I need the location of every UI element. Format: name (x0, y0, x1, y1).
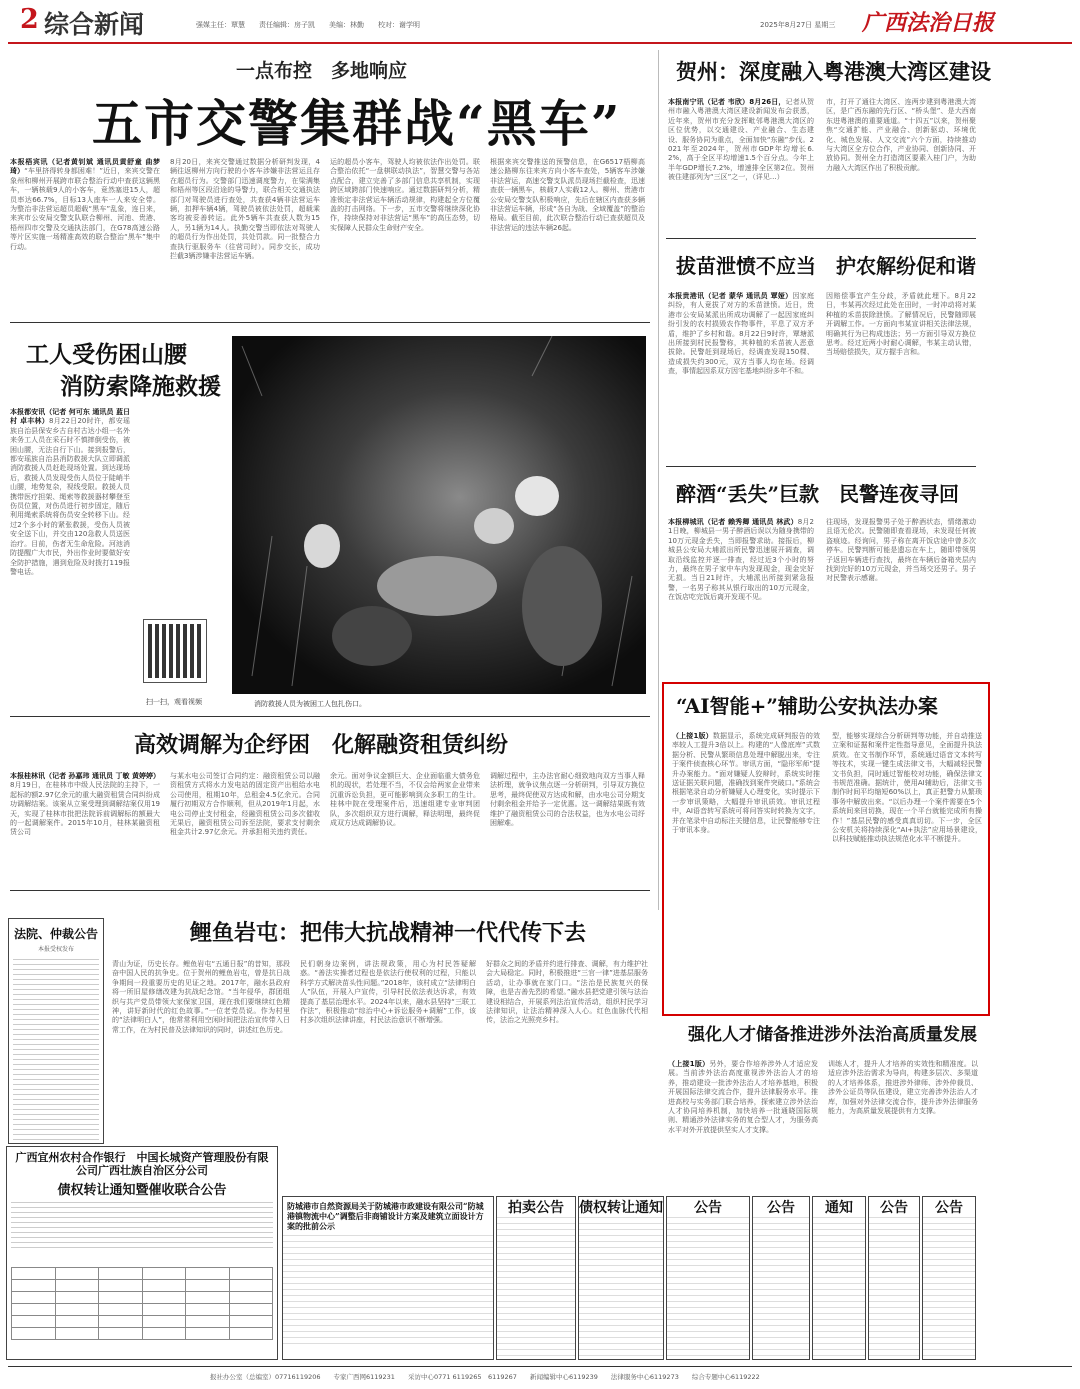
main-headline: 五市交警集群战“黑车” (92, 94, 622, 153)
hezhou-col-1: 本报南宁讯（记者 韦欣）8月26日，记者从贺州市融入粤港澳大湾区建设新闻发布会获悉，近年来，贺州市充分发挥毗邻粤港澳大湾区的区位优势，以交通建设、产业融合、生态建设、服务协同为重点，全面加快“东融”步伐。2021年至2024年，贺州市GDP年均增长6.2%，高于全区平均增速1.5个百分点。今年上半年GDP增长7.2%，增速排全区第2位。贺州被住建部列为“三区”之一，（详见…） (668, 98, 814, 182)
footer-contacts: 报社办公室（总编室）07716119206 专家广西网6119231 采访中心0771 6119265 6119267 新闻编辑中心6119239 法律服务中心6119273 综合专题中心6119222 (210, 1373, 760, 1381)
masthead (0, 0, 1080, 42)
farm-col-1: 本报贵港讯（记者 蒙华 通讯员 覃娅）因家庭纠纷，有人竟拔了对方的禾苗泄愤。近日，贵港市公安局某派出所成功调解了一起因家庭纠纷引发的农村损毁农作物事件，平息了双方矛盾，维护了乡村和谐。8月22日9时许，覃塘派出所接到村民报警称，其种植的禾苗被人恶意拔除。民警赶到现场后，经调查发现150棵、造成损失约300元，双方当事人均在场。经调查，事情起因系双方因宅基地纠纷多年不和。 (668, 292, 814, 376)
notice-box-2: 拍卖公告 (496, 1196, 576, 1360)
talent-headline: 强化人才储备推进涉外法治高质量发展 (688, 1025, 977, 1045)
main-col-1: 本报梧宾讯（记者黄钊斌 通讯员黄舒童 曲梦琦）“车里挤得转身都困难！”近日，来宾交警在象州和柳州开展跨市联合整治行动中查获这辆黑车，一辆核载9人的小客车，竟然塞进15人，超员率达66.7%，目标13人座车一人来安全带。为整治非法营运超员超载“黑车”乱象，连日来，来宾市公安局交警支队联合柳州、河池、贵港、梧州四市交警及交通执法部门，在G78高速公路等片区实施一场精准高效的联合整治“黑车”集中行动。 (10, 158, 160, 251)
court-notice-title: 法院、仲裁公告 (13, 927, 98, 941)
liyuyan-headline: 鲤鱼岩屯：把伟大抗战精神一代代传下去 (190, 920, 587, 946)
notice-box-5: 公告 (752, 1196, 810, 1360)
section-divider (10, 716, 650, 717)
editor-credits: 强媒主任：覃慧 责任编辑：房子凯 美编：林勤 校对：谢学明 (196, 21, 420, 29)
mediation-col-4: 调解过程中，主办法官耐心细致地向双方当事人释法析理，就争议焦点逐一分析研判，引导双方换位思考，最终促使双方达成和解，由水电公司分期支付剩余租金并给予一定优惠。这一调解结果既有效维护了融资租赁公司的合法权益，也为水电公司纾困解难。 (490, 772, 645, 828)
mediation-col-2: 与某水电公司签订合同约定：融资租赁公司以融资租赁方式将水力发电站的固定资产出租给水电公司使用，租期10年，总租金4.5亿余元。合同履行初期双方合作顺利，但从2019年1月起，水电公司停止支付租金，经融资租赁公司多次催收无果后，融资租赁公司诉至法院，要求支付剩余租金共计2.97亿余元。并承担相关违约责任。 (170, 772, 320, 837)
court-notice-box (8, 918, 104, 1144)
qr-caption: 扫一扫，观看视频 (146, 698, 202, 706)
main-col-4: 根据来宾交警推送的预警信息，在G6517梧柳高速公路柳东往来宾方向小客车查处，5辆客车涉嫌非法营运，高速交警支队派员现场拦截检查，迅速查获一辆黑车，核载7人实载12人。柳州、贵港市公安局交警支队积极响应，先后在辖区内查获多辆非法营运车辆，形成“各自为战、全域覆盖”的整治格局。截至目前，此次联合整治行动已查获超员及非法营运的违法车辆26起。 (490, 158, 645, 232)
court-notice-sub: 本报受权发布 (37, 946, 74, 953)
liyuyan-col-2: 民们朝身边案例，讲法规政策，用心为村民答疑解惑。“善法实操者过程也是依法行使权利的过程，只能以科学方式解决苗头性问题。”2018年，该村成立“法律明白人”队伍，开展入户宣传，引导村民依法表达诉求，有效提高了基层治理水平。2024年以来，融水县坚持“三联工作法”，积极推动“综治中心+诉讼服务+调解”工作，该村多次组织法律讲座，村民法治意识不断增强。 (300, 960, 476, 1025)
mediation-headline: 高效调解为企纾困 化解融资租赁纠纷 (134, 732, 509, 758)
column-rule (658, 50, 659, 910)
ai-headline: “AI智能+”辅助公安执法办案 (676, 694, 938, 718)
bank-notice-table (11, 1267, 273, 1340)
section-divider (666, 466, 976, 467)
ai-col-2: 型，能够实现综合分析研判等功能，并自动推送立案和证据和案件定性指导意见，全面提升执法质效。在文书制作环节，系统通过语音文本转写等技术，实现一键生成法律文书，大幅减轻民警文书负担，同时通过智能校对功能，确保法律文书规范准确。据统计，使用AI辅助后，法律文书制作时间平均缩短60%以上，真正把警力从繁琐事务中解放出来。“以后办理一个案件需要在5个系统间来回切换，现在一个平台就能完成所有操作！”基层民警的感受真真切切。下一步，全区公安机关将持续深化“AI+执法”应用场景建设，以科技赋能推动执法规范化水平不断提升。 (832, 732, 982, 844)
bank-notice-box (6, 1146, 278, 1360)
masthead-rule (8, 42, 1072, 44)
rescue-photo (232, 336, 646, 694)
section-title: 综合新闻 (44, 10, 145, 39)
drunk-col-2: 往现场，发现报警男子处于醉酒状态，情绪激动且语无伦次。民警随即查看现场，未发现任何被盗痕迹。经询问，男子称在离开饭店途中曾多次停车。民警判断可能是遗忘在车上，随即带领男子返回车辆进行查找，最终在车辆后备箱夹层内找到完好的10万元现金，并当场交还男子。男子对民警表示感谢。 (826, 518, 976, 583)
notice-box-7: 公告 (868, 1196, 920, 1360)
qr-code[interactable] (144, 620, 206, 682)
court-notice-body (13, 959, 99, 1144)
hezhou-headline: 贺州：深度融入粤港澳大湾区建设 (676, 59, 991, 84)
bank-notice-text (11, 1202, 273, 1248)
bank-notice-sub: 债权转让通知暨催收联合公告 (57, 1183, 227, 1198)
drunk-col-1: 本报柳城讯（记者 赖秀卿 通讯员 林武）8月21日晚，柳城县一男子醉酒后误以为随身携带的10万元现金丢失，当即报警求助。接报后，柳城县公安局大埔派出所民警迅速展开调查，调取沿线监控并逐一排查，经过近3个小时的努力，最终在男子家中车内发现现金，现金完好无损。当日21时许，大埔派出所接到紧急报警，一名男子称其从银行取出的10万元现金，在饭店吃完饭后离开发现不见。 (668, 518, 814, 602)
main-kicker: 一点布控 多地响应 (236, 60, 408, 82)
mediation-col-3: 余元。面对争议金额巨大、企业面临重大债务危机的现状，若处理不当，不仅会给两家企业带来沉重诉讼负担，更可能影响到众多职工的生计。桂林中院在受理案件后，迅速组建专业审判团队，多次组织双方进行调解，释法明理，最终促成双方达成调解协议。 (330, 772, 480, 828)
liyuyan-col-3: 好群众之间的矛盾并约进行排查、调解，有力维护社会大局稳定。同时，积极推进“三官一律”进基层服务活动，让办事就在家门口。“法治是民族复兴的保障，也是吉善先烈的希望。”融水县把党建引领与法治建设相结合，开展系列法治宣传活动，组织村民学习法律知识，让法治精神深入人心。红色血脉代代相传，法治之光照亮乡村。 (486, 960, 648, 1025)
helmet-2 (515, 476, 559, 516)
section-divider (10, 890, 650, 891)
farm-col-2: 因赔偿事宜产生分歧，矛盾就此埋下。8月22日，韦某再次经过此处在田时，一时冲动将对某种植的禾苗拔除泄愤。了解情况后，民警随即展开调解工作。一方面向韦某宣讲相关法律法规，明确其行为已构成违法；另一方面引导双方换位思考。经过近两小时耐心调解，韦某主动认错，当场赔偿损失，双方握手言和。 (826, 292, 976, 357)
issue-date: 2025年8月27日 星期三 (760, 21, 836, 29)
notice-box-4: 公告 (666, 1196, 750, 1360)
ai-col-1: （上接1版）数据显示，系统完成研判报告的效率较人工提升3倍以上。构建的“人像底库”式数据分析、民警从繁琐信息处理中解脱出来，专注于案件侦查核心环节。审讯方面，“隐形军师”提升办案能力。“面对嫌疑人狡辩时，系统实时推送证据关联问题，准确找到案件突破口。”系统会根据笔录自动分析嫌疑人心理变化，实时提示下一步审讯策略，大幅提升审讯质效。审讯过程中，AI语音转写系统可将问答实时转换为文字，并在笔录中自动标注关键信息，让民警能够专注于审讯本身。 (672, 732, 820, 835)
talent-col-2: 训练人才，提升人才培养的实效性和精准度。以适应涉外法治需求为导向，构建多层次、多渠道的人才培养体系，推进涉外律师、涉外仲裁员、涉外公证员等队伍建设，建立完善涉外法治人才库，加强对外法律交流合作，提升涉外法律服务能力，为高质量发展提供有力支撑。 (828, 1060, 978, 1116)
helmet-1 (304, 524, 340, 568)
page-number: 2 (20, 4, 39, 35)
drunk-headline: 醉酒“丢失”巨款 民警连夜寻回 (676, 482, 960, 506)
notice-box-6: 通知 (812, 1196, 866, 1360)
section-divider (666, 238, 976, 239)
newspaper-logo: 广西法治日报 (862, 10, 995, 36)
firefighter-headline-1: 工人受伤困山腰 (26, 341, 187, 368)
footer-rule (8, 1366, 1072, 1367)
notice-box-3: 债权转让通知 (578, 1196, 664, 1360)
notice-box-1: 防城港市自然资源局关于防城港市政建设有限公司“防城港镇物流中心”调整后非商铺设计方案及建筑立面设计方案的批前公示 (282, 1196, 494, 1360)
talent-col-1: （上接1版）另外，要合作培养涉外人才适应发展。当前涉外法治高度重视涉外法治人才的培养，推动建设一批涉外法治人才培养基地，积极开展国际法律交流合作，提升法律服务水平。推进高校与实务部门联合培养，探索建立涉外法治人才协同培养机制，加快培养一批通晓国际规则、精通涉外法律实务的复合型人才，为服务高水平对外开放提供坚实人才支撑。 (668, 1060, 818, 1134)
bank-notice-title: 广西宜州农村合作银行 中国长城资产管理股份有限公司广西壮族自治区分公司 (15, 1151, 269, 1177)
farm-headline: 拔苗泄愤不应当 护农解纷促和谐 (676, 254, 976, 278)
firefighter-headline-2: 消防索降施救援 (60, 373, 221, 400)
mediation-col-1: 本报桂林讯（记者 孙嘉玮 通讯员 丁敏 黄婷婷）8月19日，在桂林市中级人民法院的主持下，一起标的额2.97亿余元的重大融资租赁合同纠纷成功调解结案。该案从立案受理到调解结案仅用19天，实现了桂林市批把法院诉前调解标的额最大的一起调解案件。2015年10月，桂林某融资租赁公司 (10, 772, 160, 837)
main-col-2: 8月20日，来宾交警通过数据分析研判发现，4辆往返柳州方向行驶的小客车涉嫌非法营运且存在超员行为。交警部门迅速调度警力，在梁满集和梧州等区段沿途的导警力，联合相关交通执法部门对驾驶员进行查处，共查获4辆非法营运车辆，扣押车辆4辆，驾驶员被依法处罚，超载乘客均被妥善转运。此外5辆车共查获人数为15人，另1辆为14人。执勤交警当即依法对驾驶人的超员行为作出处罚，共处罚款。同一批整合力查执行驱服务车（往营司时）。同步交长，成功拦截3辆涉嫌非法营运车辆。 (170, 158, 320, 261)
section-divider (10, 322, 650, 323)
hezhou-col-2: 市，打开了通往大湾区、连两步建到粤港澳大湾区，是广西东融的先行区、“桥头堡”、是大西南东进粤港澳的重要通道。“十四五”以来，贺州聚焦“交通扩能、产业融合、创新驱动、环境优化、城色发展、人文交流”六个方面，持续推动与大湾区全方位合作，产业协同、创新协同、开放协同。贺州全力打造湾区要素入桂门户，为助力融入大湾区作出了积极贡献。 (826, 98, 976, 172)
photo-caption: 消防救援人员为被困工人包扎伤口。 (254, 700, 366, 708)
main-lead: 本报梧宾讯（记者黄钊斌 通讯员黄舒童 曲梦琦） (10, 158, 160, 176)
main-col-3: 运的超员小客车，驾驶人均被依法作出处罚。联合整治依托“一盘棋联动执法”，智慧交警与各站点配合，建立完善了多部门信息共享机制，实现跨区域跨部门快速响应。通过数据研判分析，精准锁定非法营运车辆活动规律，构建起全方位覆盖的打击网络。下一步，五市交警将继续深化协作，持续保持对非法营运“黑车”的高压态势，切实保障人民群众生命财产安全。 (330, 158, 480, 232)
firefighter-body: 本报都安讯（记者 何可东 通讯员 蓝日村 卓丰林）8月22日20时许，都安瑶族自治县保安乡古自村古达小组一名外来务工人员在采石时不慎摔倒受伤，被困山腰，无法自行下山。接到报警后，都安瑶族自治县消防救援大队立即调派消防救援人员赶赴现场处置。到达现场后，救援人员发现受伤人员位于陡峭半山腰，地势复杂，视线受限。救援人员携带医疗担架、绳索等救援器材攀登至伤员位置，对伤员进行初步固定，随后利用绳索系统将伤员安全转移下山。经过2个多小时的紧张救援，受伤人员被安全送下山，并交由120急救人员送医治疗。目前，伤者无生命危险。河池消防提醒广大市民，外出作业时要做好安全防护措施，遇到危险及时拨打119报警电话。 (10, 408, 130, 576)
firefighter-body-tail (10, 610, 130, 710)
liyuyan-col-1: 青山为证，历史长存。鲤鱼岩屯“五通日报”的昔知，那段奋中国人民的抗争史。位于贺州的鲤鱼岩屯，曾是抗日战争期间一段重要历史的见证之地。2017年，融水县政府将一所旧屋修缮改建为抗战纪念馆。“当年侵华，群团组织与共产党员带领大家保家卫国，现在我们要继续红色精神，讲好新时代的红色故事。”一位老党员说。作为村里的“法律明白人”，他常常利用空闲时间把法治宣传带入日常工作，在为村民普及法律知识的同时，讲述红色历史。 (112, 960, 290, 1034)
notice-box-8: 公告 (922, 1196, 976, 1360)
